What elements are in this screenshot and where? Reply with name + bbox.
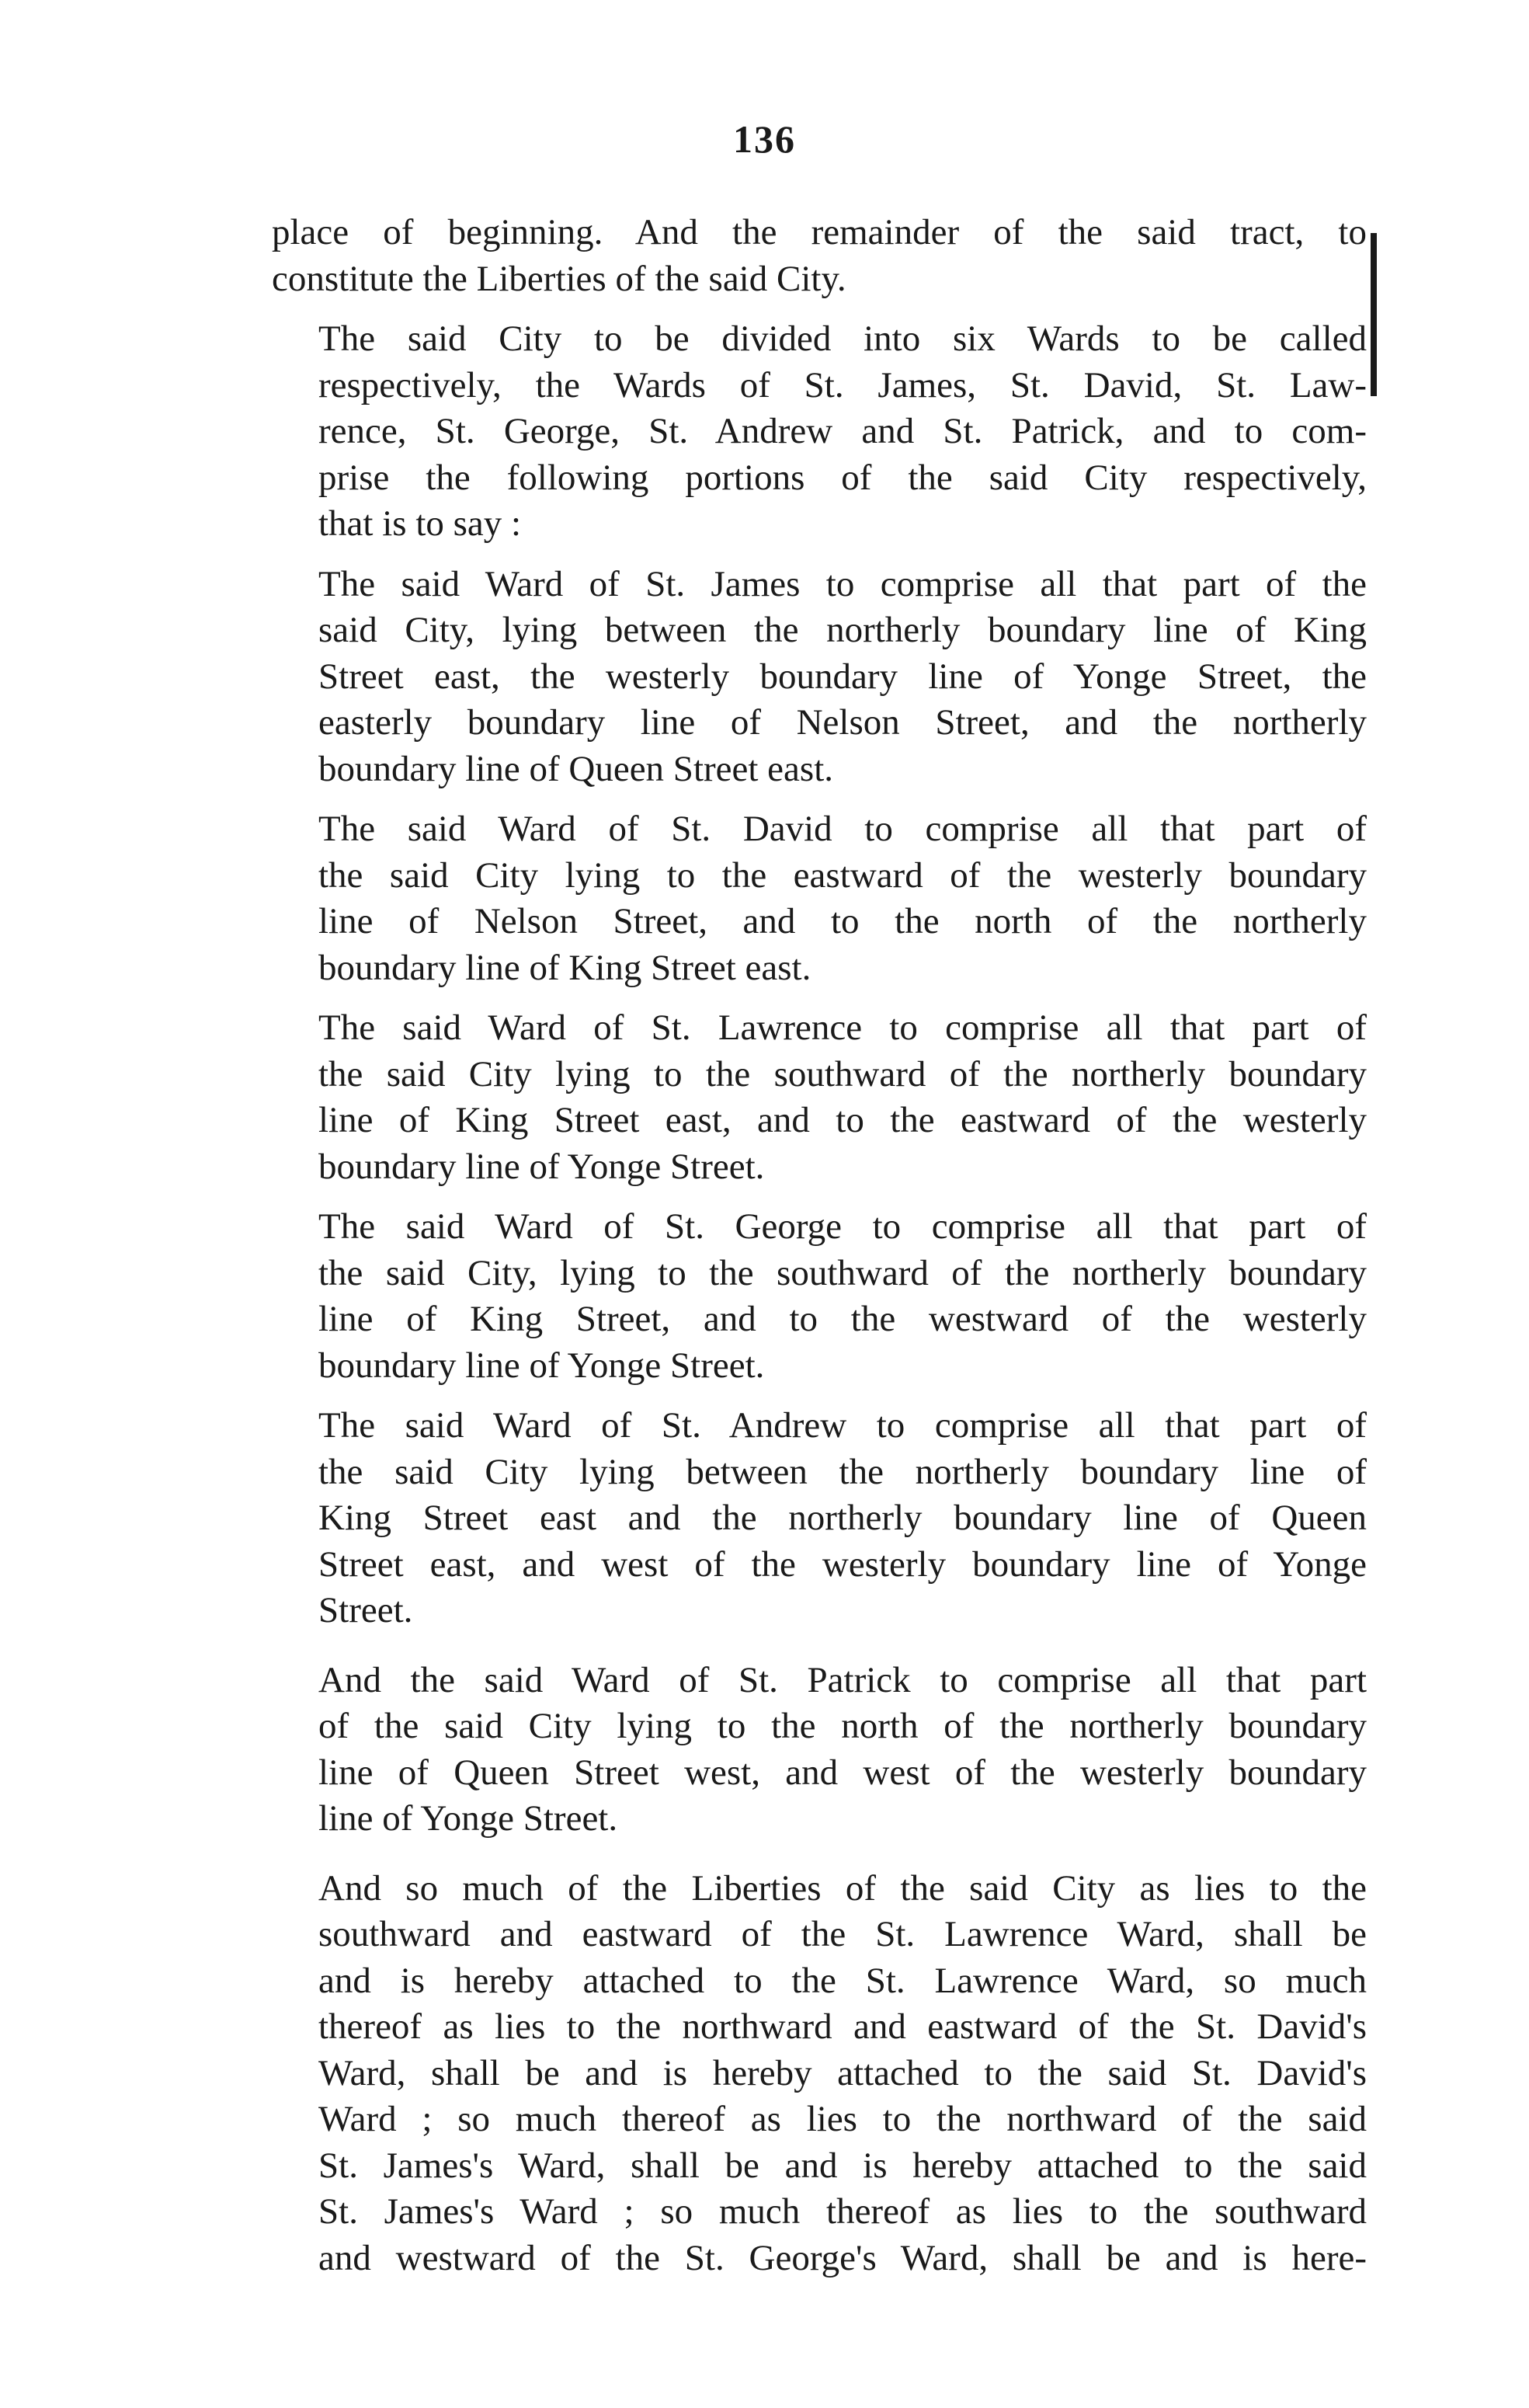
paragraph bbox=[272, 806, 1367, 991]
text-line: Street. bbox=[318, 1590, 413, 1630]
text-line: St. James's Ward, shall be and is hereby attached to the said bbox=[318, 2145, 1367, 2186]
text-line: and is hereby attached to the St. Lawrence Ward, so much bbox=[318, 1960, 1367, 2001]
paragraph bbox=[272, 316, 1367, 548]
paragraph bbox=[272, 1204, 1367, 1389]
text-line: place of beginning. And the remainder of the said tract, to bbox=[272, 212, 1367, 252]
text-line: Street east, and west of the westerly boundary line of Yonge bbox=[318, 1543, 1367, 1585]
paragraph bbox=[272, 562, 1367, 793]
text-line: King Street east and the northerly boundary line of Queen bbox=[318, 1498, 1367, 1538]
text-line: boundary line of Yonge Street. bbox=[318, 1345, 765, 1386]
text-line: line of King Street, and to the westward of the westerly bbox=[318, 1299, 1367, 1339]
text-line: the said City, lying to the southward of the northerly boundary bbox=[318, 1252, 1367, 1293]
text-line: of the said City lying to the north of the northerly boundary bbox=[318, 1706, 1367, 1746]
text-line: said City, lying between the northerly boundary line of King bbox=[318, 610, 1367, 650]
text-line: the said City lying to the eastward of the westerly boundary bbox=[318, 854, 1367, 896]
text-line: boundary line of Yonge Street. bbox=[318, 1146, 765, 1187]
text-line: southward and eastward of the St. Lawrence Ward, shall be bbox=[318, 1914, 1367, 1954]
text-line: prise the following portions of the said City respectively, bbox=[318, 457, 1367, 498]
page-edge-mark bbox=[1371, 233, 1377, 396]
text-line: The said Ward of St. Lawrence to comprise all that part of bbox=[318, 1007, 1367, 1048]
text-line: thereof as lies to the northward and eastward of the St. David's bbox=[318, 2006, 1367, 2047]
text-line: easterly boundary line of Nelson Street, and the northerly bbox=[318, 702, 1367, 743]
paragraph bbox=[272, 1658, 1367, 1843]
text-line: Street east, the westerly boundary line of Yonge Street, the bbox=[318, 656, 1367, 697]
text-line: The said City to be divided into six Wards to be called bbox=[318, 318, 1367, 359]
paragraph bbox=[272, 1866, 1367, 2282]
text-line: The said Ward of St. Andrew to comprise all that part of bbox=[318, 1405, 1367, 1446]
text-line: line of Nelson Street, and to the north of the northerly bbox=[318, 901, 1367, 941]
text-line: the said City lying between the northerly boundary line of bbox=[318, 1451, 1367, 1492]
text-line: The said Ward of St. James to comprise all that part of the bbox=[318, 563, 1367, 604]
text-line: the said City lying to the southward of the northerly boundary bbox=[318, 1053, 1367, 1094]
text-line: The said Ward of St. George to comprise all that part of bbox=[318, 1206, 1367, 1247]
text-line: line of Yonge Street. bbox=[318, 1798, 618, 1839]
text-line: line of King Street east, and to the eastward of the westerly bbox=[318, 1100, 1367, 1140]
text-line: boundary line of Queen Street east. bbox=[318, 748, 834, 789]
text-line: St. James's Ward ; so much thereof as lies to the southward bbox=[318, 2191, 1367, 2232]
paragraph bbox=[272, 210, 1367, 302]
text-line: Ward ; so much thereof as lies to the northward of the said bbox=[318, 2099, 1367, 2139]
page-number: 136 bbox=[733, 117, 796, 161]
text-line: And the said Ward of St. Patrick to comprise all that part bbox=[318, 1659, 1367, 1700]
text-line: The said Ward of St. David to comprise all that part of bbox=[318, 809, 1367, 849]
text-line: that is to say : bbox=[318, 503, 522, 544]
text-line: Ward, shall be and is hereby attached to the said St. David's bbox=[318, 2052, 1367, 2093]
text-line: and westward of the St. George's Ward, shall be and is here- bbox=[318, 2237, 1367, 2278]
text-line: boundary line of King Street east. bbox=[318, 947, 811, 988]
paragraph bbox=[272, 1403, 1367, 1634]
text-line: line of Queen Street west, and west of the westerly boundary bbox=[318, 1752, 1367, 1793]
text-line: rence, St. George, St. Andrew and St. Patrick, and to com- bbox=[318, 411, 1367, 451]
text-line: respectively, the Wards of St. James, St. David, St. Law- bbox=[318, 364, 1367, 405]
body-text bbox=[272, 210, 1367, 2295]
text-line: And so much of the Liberties of the said City as lies to the bbox=[318, 1867, 1367, 1909]
paragraph bbox=[272, 1005, 1367, 1190]
text-line: constitute the Liberties of the said City. bbox=[272, 258, 846, 299]
